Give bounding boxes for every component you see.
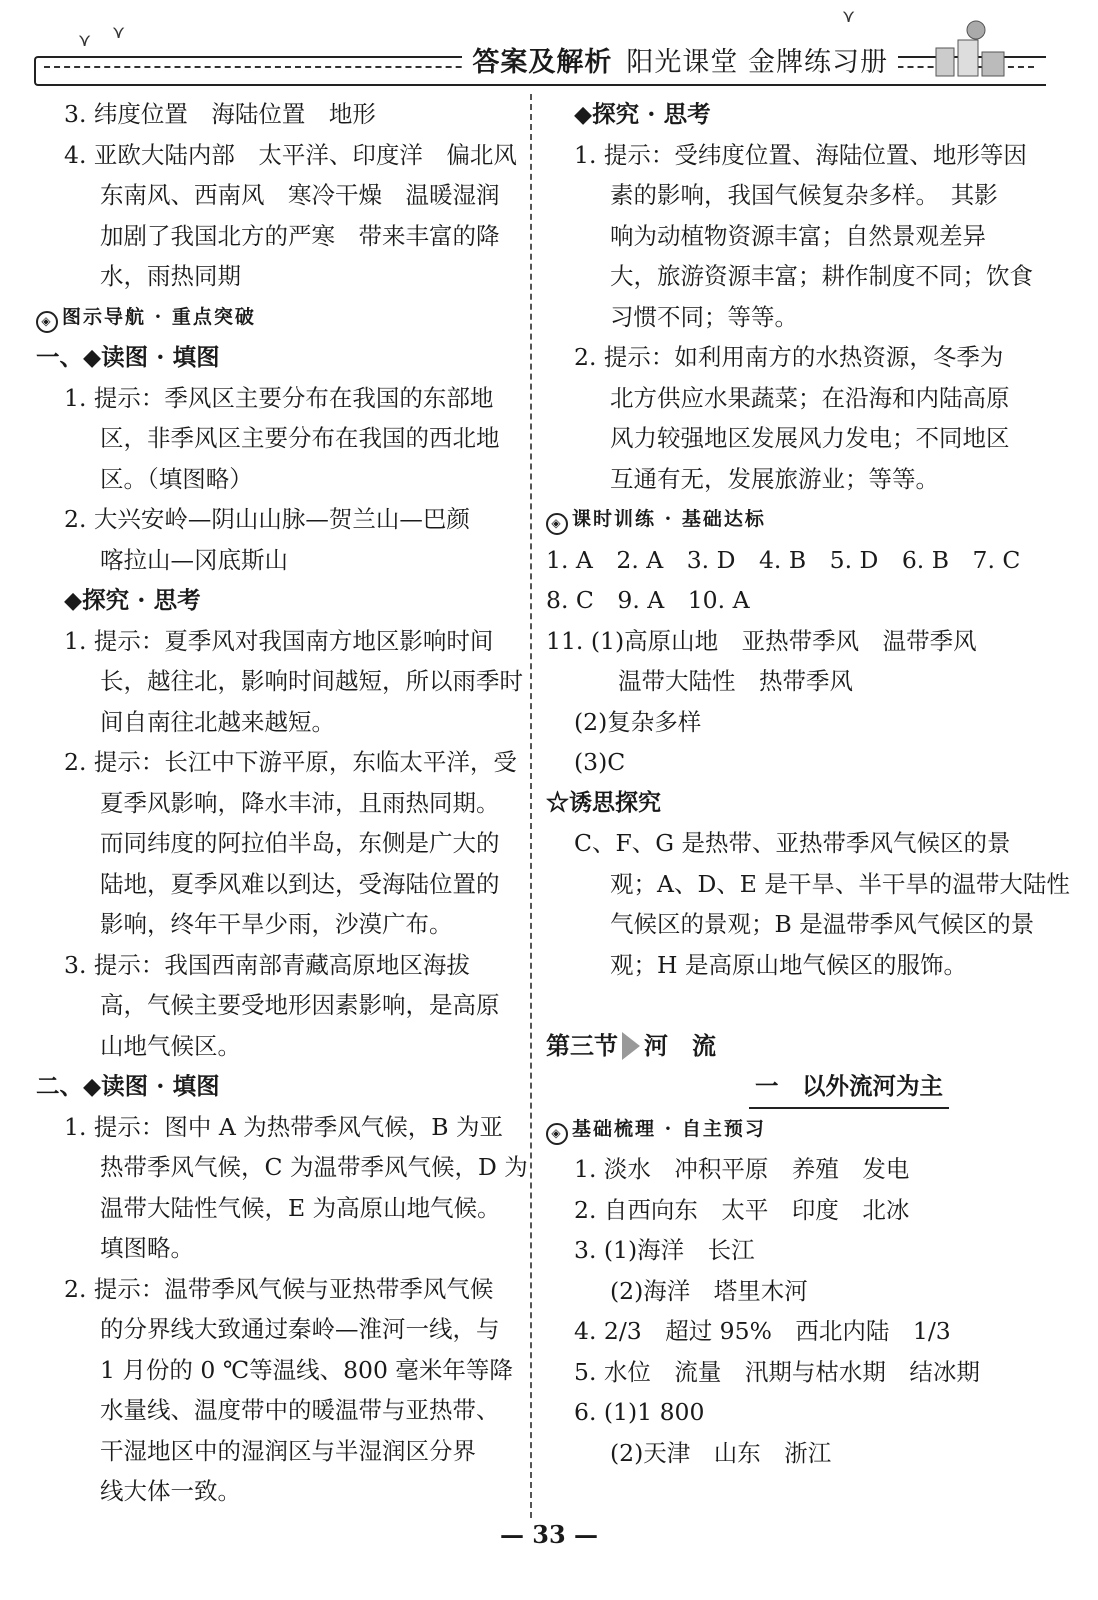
text-line: 区，非季风区主要分布在我国的西北地: [100, 424, 500, 452]
text-line: 一、◆读图 · 填图: [36, 343, 220, 371]
text-line: 4. 亚欧大陆内部 太平洋、印度洋 偏北风: [64, 140, 517, 169]
text-line: 11. (1)高原山地 亚热带季风 温带季风: [546, 626, 977, 655]
text-line: 素的影响，我国气候复杂多样。 其影: [610, 181, 998, 209]
text-line: [546, 985, 1032, 1026]
text-line: 东南风、西南风 寒冷干燥 温暖湿润: [100, 181, 500, 209]
text-line: C、F、G 是热带、亚热带季风气候区的景: [574, 829, 1011, 857]
section-heading: ◈ 图示导航 · 重点突破: [36, 297, 524, 338]
text-line: 北方供应水果蔬菜；在沿海和内陆高原: [610, 383, 1010, 412]
bird-icon: ⋎: [842, 6, 856, 27]
text-line: 间自南往北越来越短。: [100, 707, 335, 736]
text-line: 4. 2/3 超过 95% 西北内陆 1/3: [574, 1317, 951, 1345]
text-line: 1 月份的 0 ℃等温线、800 毫米年等降: [100, 1355, 513, 1384]
text-line: 风力较强地区发展风力发电；不同地区: [610, 424, 1010, 452]
text-line: 响为动植物资源丰富；自然景观差异: [610, 221, 986, 250]
text-line: 1. 提示：季风区主要分布在我国的东部地: [64, 383, 494, 412]
section-marker-icon: ◈: [546, 513, 568, 535]
text-line: 长，越往北，影响时间越短，所以雨季时: [100, 667, 523, 695]
text-line: 8. C 9. A 10. A: [546, 586, 750, 614]
column-divider: [530, 94, 532, 1518]
text-line: 区。（填图略）: [100, 464, 253, 493]
section-heading: ◈ 课时训练 · 基础达标: [546, 499, 1032, 540]
text-line: 二、◆读图 · 填图: [36, 1072, 220, 1100]
text-line: 大，旅游资源丰富；耕作制度不同；饮食: [610, 262, 1033, 290]
bird-icon: ⋎: [78, 30, 92, 51]
text-line: 互通有无，发展旅游业；等等。: [610, 464, 939, 493]
text-line: 喀拉山—冈底斯山: [100, 545, 288, 574]
text-line: 2. 大兴安岭—阴山山脉—贺兰山—巴颜: [64, 505, 470, 533]
text-line: 陆地，夏季风难以到达，受海陆位置的: [100, 869, 500, 898]
subtitle-underlined: 一 以外流河为主: [749, 1066, 949, 1109]
text-line: 温带大陆性 热带季风: [618, 667, 853, 695]
section-heading: ◈ 基础梳理 · 自主预习: [546, 1109, 1032, 1150]
text-line: 填图略。: [100, 1234, 194, 1262]
text-line: 2. 提示：温带季风气候与亚热带季风气候: [64, 1274, 494, 1303]
text-line: 高，气候主要受地形因素影响，是高原: [100, 991, 500, 1019]
text-line: 影响，终年干旱少雨，沙漠广布。: [100, 910, 453, 938]
books-illustration-icon: [926, 18, 1036, 78]
text-line: 温带大陆性气候，E 为高原山地气候。: [100, 1193, 501, 1222]
text-line: 而同纬度的阿拉伯半岛，东侧是广大的: [100, 829, 500, 857]
text-line: ☆诱思探究: [546, 788, 661, 816]
chapter-arrow-icon: [622, 1032, 640, 1060]
text-line: 习惯不同；等等。: [610, 302, 798, 331]
header-subtitle: 阳光课堂 金牌练习册: [626, 47, 888, 78]
text-line: 加剧了我国北方的严寒 带来丰富的降: [100, 221, 500, 250]
section-marker-icon: ◈: [546, 1123, 568, 1145]
text-line: 2. 提示：长江中下游平原，东临太平洋，受: [64, 748, 517, 776]
text-line: 3. (1)海洋 长江: [574, 1236, 755, 1264]
text-line: (2)天津 山东 浙江: [610, 1438, 832, 1467]
text-line: 干湿地区中的湿润区与半湿润区分界: [100, 1436, 476, 1465]
page-header: [0, 0, 1098, 96]
text-line: ◆探究 · 思考: [574, 100, 711, 128]
text-line: 水，雨热同期: [100, 262, 241, 290]
text-line: 气候区的景观；B 是温带季风气候区的景: [610, 910, 1035, 938]
text-line: 2. 自西向东 太平 印度 北冰: [574, 1195, 910, 1224]
text-line: 热带季风气候，C 为温带季风气候，D 为: [100, 1153, 528, 1181]
text-line: 1. 淡水 冲积平原 养殖 发电: [574, 1155, 910, 1183]
text-line: 1. 提示：受纬度位置、海陆位置、地形等因: [574, 140, 1027, 169]
header-title: [462, 40, 898, 79]
text-line: 山地气候区。: [100, 1031, 241, 1060]
right-column: [546, 94, 1070, 1473]
text-line: 1. A 2. A 3. D 4. B 5. D 6. B 7. C: [546, 545, 1021, 574]
text-line: 6. (1)1 800: [574, 1398, 705, 1426]
text-line: 5. 水位 流量 汛期与枯水期 结冰期: [574, 1357, 980, 1386]
text-line: 2. 提示：如利用南方的水热资源，冬季为: [574, 343, 1004, 371]
chapter-title: 第三节 河 流: [546, 1030, 716, 1060]
text-line: 3. 纬度位置 海陆位置 地形: [64, 100, 376, 128]
text-line: 观；H 是高原山地气候区的服饰。: [610, 950, 967, 979]
text-line: 1. 提示：夏季风对我国南方地区影响时间: [64, 626, 494, 655]
text-line: 线大体一致。: [100, 1477, 241, 1505]
section-subtitle: [546, 1066, 1032, 1109]
text-line: (3)C: [574, 748, 626, 776]
bird-icon: ⋎: [112, 22, 126, 43]
section-marker-icon: ◈: [36, 311, 58, 333]
text-line: 1. 提示：图中 A 为热带季风气候，B 为亚: [64, 1112, 504, 1141]
text-line: 的分界线大致通过秦岭—淮河一线，与: [100, 1315, 500, 1343]
text-line: 观；A、D、E 是干旱、半干旱的温带大陆性: [610, 869, 1070, 898]
page-number: — 33 —: [499, 1520, 599, 1549]
text-line: ◆探究 · 思考: [64, 586, 201, 614]
text-line: 3. 提示：我国西南部青藏高原地区海拔: [64, 950, 470, 979]
text-line: 夏季风影响，降水丰沛，且雨热同期。: [100, 788, 500, 817]
text-line: (2)海洋 塔里木河: [610, 1276, 808, 1305]
text-line: 水量线、温度带中的暖温带与亚热带、: [100, 1396, 500, 1424]
header-title-main: 答案及解析: [472, 47, 613, 78]
left-column: [36, 94, 528, 1512]
text-line: (2)复杂多样: [574, 707, 702, 736]
